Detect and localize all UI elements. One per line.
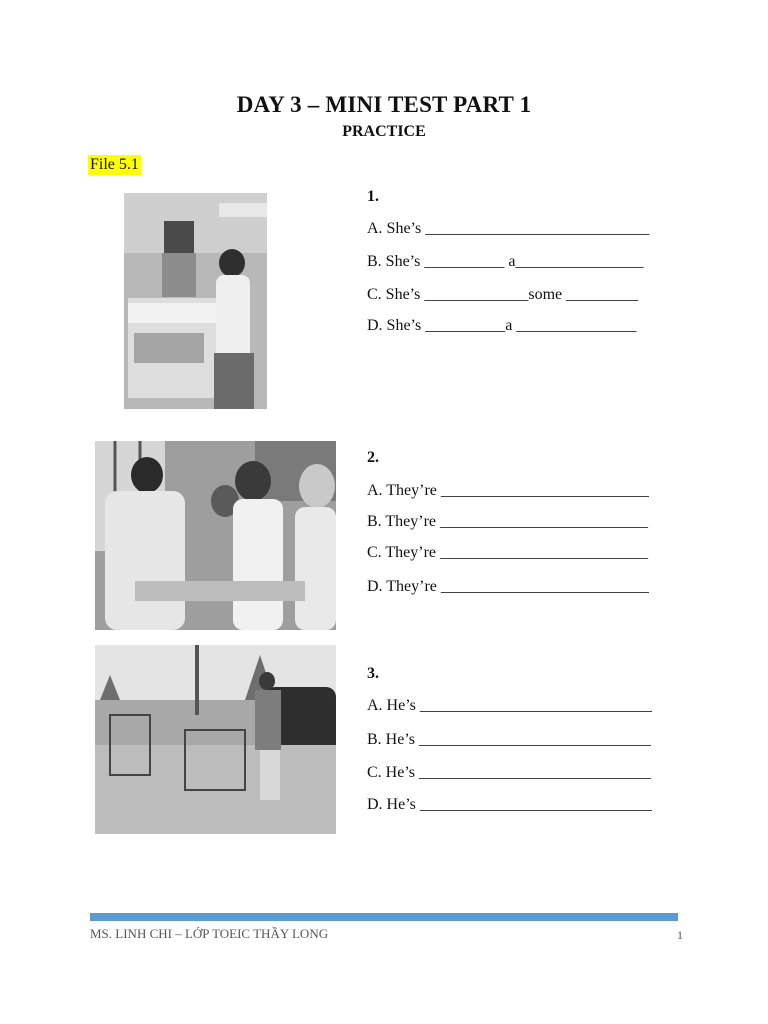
question-1-option-d: D. She’s __________a _______________ bbox=[367, 317, 637, 334]
file-label: File 5.1 bbox=[90, 156, 139, 173]
question-2-option-a: A. They’re __________________________ bbox=[367, 482, 649, 499]
question-2-number: 2. bbox=[367, 449, 379, 466]
question-1-option-a: A. She’s ____________________________ bbox=[367, 220, 650, 237]
footer-divider bbox=[90, 913, 678, 921]
page-subtitle: PRACTICE bbox=[342, 123, 426, 140]
question-2-option-b: B. They’re __________________________ bbox=[367, 513, 649, 530]
page-number: 1 bbox=[677, 928, 683, 942]
page-title: DAY 3 – MINI TEST PART 1 bbox=[236, 92, 532, 117]
question-2-option-d: D. They’re __________________________ bbox=[367, 578, 649, 595]
question-3-option-b: B. He’s _____________________________ bbox=[367, 731, 651, 748]
footer-text: MS. LINH CHI – LỚP TOEIC THẦY LONG bbox=[90, 926, 329, 941]
question-3-photo bbox=[95, 645, 336, 834]
question-3-option-a: A. He’s _____________________________ bbox=[367, 697, 652, 714]
question-1-option-b: B. She’s __________ a________________ bbox=[367, 253, 644, 270]
question-1-option-c: C. She’s _____________some _________ bbox=[367, 286, 639, 303]
question-2-option-c: C. They’re __________________________ bbox=[367, 544, 649, 561]
question-1-number: 1. bbox=[367, 188, 379, 205]
question-3-option-d: D. He’s _____________________________ bbox=[367, 796, 652, 813]
question-3-number: 3. bbox=[367, 665, 379, 682]
question-2-photo bbox=[95, 441, 336, 630]
question-3-option-c: C. He’s _____________________________ bbox=[367, 764, 651, 781]
question-1-photo bbox=[124, 193, 267, 409]
